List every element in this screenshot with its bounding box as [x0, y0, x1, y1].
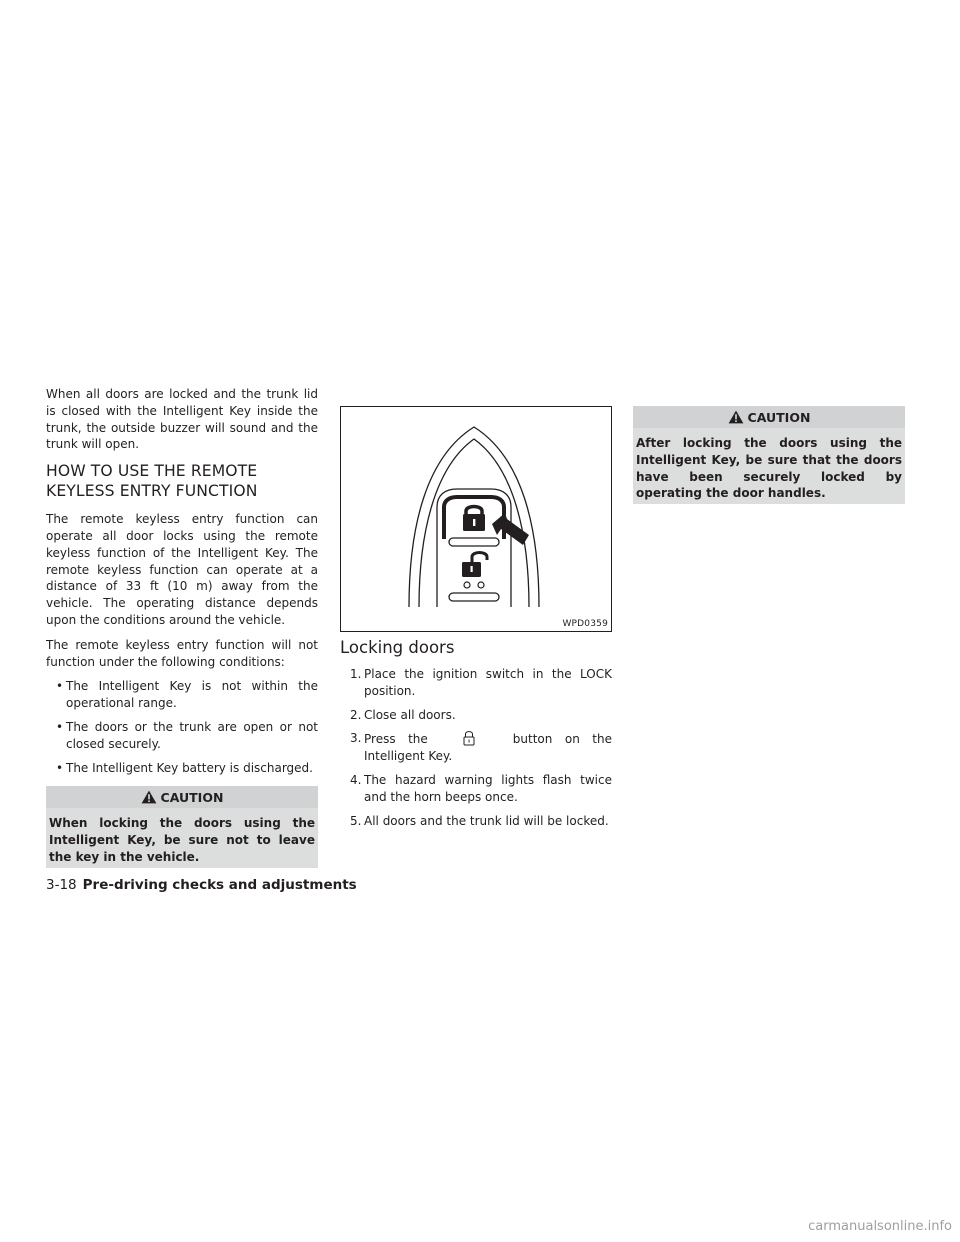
section-title: HOW TO USE THE REMOTE KEYLESS ENTRY FUNCTION [46, 462, 258, 501]
intelligent-key-illustration [341, 407, 611, 631]
step-text-before: Press the [364, 732, 428, 747]
list-item [340, 730, 612, 765]
caution-text: After locking the doors using the Intelligent Key, be sure that the doors have been securely locked by operating the door handles. [636, 436, 902, 501]
page-number: 3-18 [46, 877, 77, 893]
steps-list [340, 666, 612, 829]
step-text-after: button on the Intelligent Key. [364, 732, 612, 764]
watermark: carmanualsonline.info [808, 1219, 952, 1234]
lock-icon [463, 507, 485, 532]
list-item [46, 719, 318, 753]
caution-box [633, 406, 905, 504]
body-paragraph-2: The remote keyless entry function will not function under the following conditions: [46, 637, 318, 669]
caution-text: When locking the doors using the Intelligent Key, be sure not to leave the key in the vehicle. [49, 816, 315, 864]
step-number: 3. [350, 731, 362, 746]
list-item [340, 813, 612, 830]
subheading: Locking doors [340, 638, 455, 657]
unlock-icon [462, 553, 487, 589]
bullet-mark: • [56, 679, 64, 694]
body-paragraph-1: The remote keyless entry function can operate all door locks using the remote keyless function of the Intelligent Key. The remote keyless function can operate at a distance of 33 ft (10 m) away from the vehicle. The operating distance depends upon the conditions around the vehicle. [46, 512, 318, 627]
step-number: 4. [350, 772, 362, 787]
conditions-list [46, 678, 318, 776]
step-number: 1. [350, 667, 362, 681]
list-item [340, 772, 612, 806]
list-item-text: The Intelligent Key is not within the operational range. [66, 679, 318, 711]
step-number: 2. [350, 707, 362, 722]
list-item [46, 678, 318, 712]
warning-triangle-icon [141, 790, 157, 804]
bullet-mark: • [56, 719, 64, 734]
key-figure [340, 406, 612, 632]
caution-label: CAUTION [160, 789, 224, 805]
step-text: All doors and the trunk lid will be locked. [364, 813, 609, 828]
step-text: Place the ignition switch in the LOCK position. [364, 667, 612, 698]
warning-triangle-icon [728, 410, 744, 424]
list-item-text: The Intelligent Key battery is discharged. [66, 760, 313, 775]
right-column [633, 386, 905, 504]
step-text: Close all doors. [364, 707, 456, 722]
caution-header [633, 406, 905, 428]
chapter-title: Pre-driving checks and adjustments [82, 877, 357, 893]
figure-id: WPD0359 [562, 619, 608, 629]
list-item [340, 707, 612, 724]
list-item [340, 666, 612, 700]
bullet-mark: • [56, 760, 64, 775]
list-item-text: The doors or the trunk are open or not closed securely. [66, 719, 318, 751]
caution-label: CAUTION [747, 409, 811, 425]
list-item [46, 760, 318, 777]
middle-column [340, 386, 612, 836]
step-text: The hazard warning lights flash twice and the horn beeps once. [364, 772, 612, 804]
intro-paragraph: When all doors are locked and the trunk lid is closed with the Intelligent Key inside the trunk, the outside buzzer will sound and the trunk will open. [46, 387, 318, 452]
page-footer [46, 877, 357, 893]
caution-box [46, 786, 318, 867]
caution-header [46, 786, 318, 808]
step-number: 5. [350, 813, 362, 828]
lock-icon [440, 730, 500, 746]
left-column [46, 386, 318, 868]
